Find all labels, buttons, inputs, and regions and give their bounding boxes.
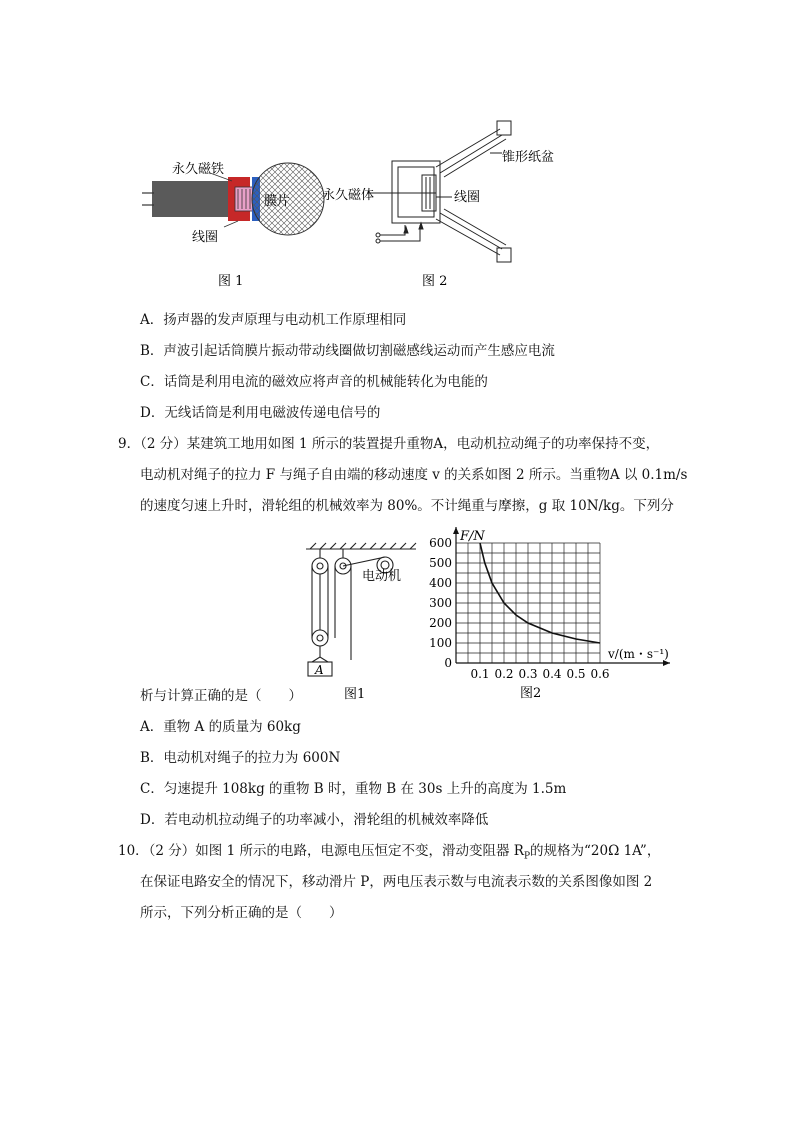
weight-a-label: A: [315, 663, 324, 677]
fig1-caption: 图 1: [218, 274, 244, 289]
loudspeaker-diagram: [368, 121, 511, 262]
y-axis-arrow: [453, 527, 459, 534]
fig2-label-magnet: 永久磁体: [322, 188, 375, 203]
x-tick-label: 0.2: [494, 667, 514, 681]
q9-stem-line-3: 的速度匀速上升时，滑轮组的机械效率为 80%。不计绳重与摩擦，g 取 10N/kg。下列分: [140, 498, 674, 514]
movable-pulley: [312, 630, 328, 646]
q8-option-d: D．无线话筒是利用电磁波传递电信号的: [140, 405, 381, 421]
q8-option-b: B．声波引起话筒膜片振动带动线圈做切割磁感线运动而产生感应电流: [140, 343, 555, 359]
chart-x-axis-label: v/(m・s⁻¹): [608, 647, 669, 661]
q10-rp-spec: 的规格为“20Ω 1A”，: [530, 843, 661, 859]
q9-fig2-chart: [418, 525, 680, 703]
fig1-label-diaphragm: 膜片: [264, 194, 291, 209]
q9-stem-line-1: 9．（2 分）某建筑工地用如图 1 所示的装置提升重物A，电动机拉动绳子的功率保持不变，: [118, 436, 660, 452]
fig2-label-cone: 锥形纸盆: [502, 150, 555, 165]
top-figures: [140, 115, 580, 290]
q10-rp-subscript: P: [523, 851, 530, 862]
q9-stem-line-4: 析与计算正确的是（ ）: [140, 688, 302, 704]
microphone-and-speaker-diagrams: [140, 115, 580, 290]
pulley-system-diagram: [300, 540, 420, 700]
x-tick-label: 0.4: [542, 667, 562, 681]
fixed-pulley-1: [312, 558, 328, 574]
fig1-label-magnet: 永久磁铁: [172, 162, 225, 177]
chart-y-axis-label: F/N: [460, 529, 485, 544]
q10-stem-line-3: 所示，下列分析正确的是（ ）: [140, 905, 343, 921]
q10-stem-line-2: 在保证电路安全的情况下，移动滑片 P，两电压表示数与电流表示数的关系图像如图 2: [140, 874, 653, 890]
y-tick-label: 200: [429, 616, 452, 630]
motor-label: 电动机: [362, 569, 402, 584]
x-tick-label: 0.5: [566, 667, 586, 681]
q9-option-b: B．电动机对绳子的拉力为 600N: [140, 750, 341, 766]
x-tick-label: 0.1: [470, 667, 490, 681]
q9-option-a: A．重物 A 的质量为 60kg: [140, 719, 301, 735]
cone-top-edge: [497, 121, 511, 135]
q9-option-d: D．若电动机拉动绳子的功率减小，滑轮组的机械效率降低: [140, 812, 489, 828]
chart-x-ticks: [470, 667, 609, 681]
x-tick-label: 0.6: [590, 667, 610, 681]
fig1-label-coil: 线圈: [192, 230, 219, 245]
y-tick-label: 600: [429, 536, 452, 550]
fig2-caption: 图 2: [422, 274, 448, 289]
chart-grid: [456, 543, 600, 663]
q8-option-a: A．扬声器的发声原理与电动机工作原理相同: [140, 312, 407, 328]
microphone-diagram: [142, 163, 324, 235]
y-tick-label: 300: [429, 596, 452, 610]
q9-option-c: C．匀速提升 108kg 的重物 B 时，重物 B 在 30s 上升的高度为 1.5m: [140, 781, 567, 797]
q9-fig1-caption: 图1: [344, 687, 366, 700]
y-tick-label: 0: [444, 656, 452, 670]
q8-option-c: C．话筒是利用电流的磁效应将声音的机械能转化为电能的: [140, 374, 488, 390]
y-tick-label: 100: [429, 636, 452, 650]
force-velocity-chart: [418, 525, 680, 703]
q9-fig2-caption: 图2: [520, 686, 542, 701]
chart-y-ticks: [429, 536, 452, 670]
y-tick-label: 400: [429, 576, 452, 590]
fig2-label-coil: 线圈: [454, 190, 481, 205]
x-tick-label: 0.3: [518, 667, 538, 681]
q10-stem-line-1-main: 10．（2 分）如图 1 所示的电路，电源电压恒定不变，滑动变阻器 R: [118, 843, 524, 859]
q10-stem-line-1: [118, 841, 660, 867]
q9-fig1: [300, 540, 420, 700]
y-tick-label: 500: [429, 556, 452, 570]
magnet-yoke: [392, 161, 440, 223]
chart-axes: [453, 527, 670, 666]
q9-stem-line-2: 电动机对绳子的拉力 F 与绳子自由端的移动速度 v 的关系如图 2 所示。当重物A 以 0.1m/s: [140, 467, 688, 483]
